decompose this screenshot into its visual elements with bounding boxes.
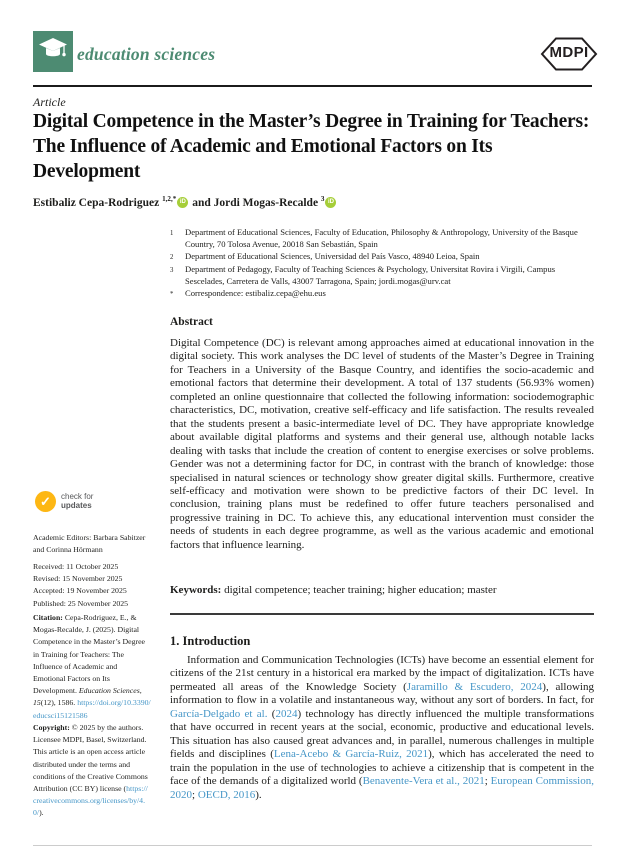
keywords-label: Keywords: xyxy=(170,584,225,596)
check-for-updates-badge[interactable] xyxy=(35,491,93,512)
abstract-text: Digital Competence (DC) is relevant among approaches aimed at educational innovation in the digital society. This work analyses the DC level of students of the Master’s Degree in Training for Teachers in a University of the Basque Country, and identifies the socio-academic and emotional factors that determine their development. A total of 137 students (56.93% women) completed an online questionnaire that collected the following information: sociodemographic characteristics, DC, motivation, creative self-efficacy and life satisfaction. The results revealed that the students present a basic-intermediate level of DC. They have appropriate knowledge about available digital platforms and systems and their general use, although notable lacks dealing with tasks that include the creation of content to energise exercises or solve problems. Gender was not a determining factor for DC, in contrast with the branch of knowledge: those specialised in natural sciences or technology show greater digital skills. Furthermore, creative self-efficacy and motivation were shown to be predictive factors of their DC level. In conclusion, training plans must be redefined to offer future teachers personalised and progressive training in DC. To achieve this, any educational intervention must consider the needs of students in each degree programme, as well as the various academic and emotional factors that influence learning. xyxy=(170,337,594,551)
author-name: Estibaliz Cepa-Rodriguez xyxy=(33,197,163,209)
intro-paragraph xyxy=(170,654,594,802)
keywords-line xyxy=(170,584,594,596)
badge-line2: updates xyxy=(61,500,92,510)
mdpi-logo[interactable] xyxy=(538,36,600,72)
check-icon: ✓ xyxy=(35,491,56,512)
citation-label: Citation: xyxy=(33,613,65,622)
citation-link[interactable]: García-Delgado et al. xyxy=(170,707,268,720)
citation-link[interactable]: Jaramillo & Escudero, 2024 xyxy=(406,680,543,693)
text-run: ; xyxy=(192,788,198,801)
badge-line1: check for xyxy=(61,492,94,501)
text-run: digital competence; teacher training; higher education; master xyxy=(224,584,497,596)
citation-link[interactable]: OECD, 2016 xyxy=(197,788,256,801)
section-separator xyxy=(170,613,594,615)
affiliation-row xyxy=(170,264,594,288)
footer-rule xyxy=(33,845,592,846)
affiliation-marker: * xyxy=(170,290,174,298)
citation-link[interactable]: European Commission, 2020 xyxy=(170,775,594,801)
text-run: Education Sciences, 15 xyxy=(33,686,142,708)
text-run: ), which has accelerated the need to train the population in the use of technologies to achieve a citizenship that is competent in the face of the demands of a digitalized world ( xyxy=(170,748,594,788)
text-run: ( xyxy=(267,707,276,720)
citation-block xyxy=(33,612,151,722)
badge-text xyxy=(61,493,93,510)
author-affiliation-marker: 3 xyxy=(320,195,325,204)
affiliation-marker: 2 xyxy=(170,253,174,261)
citation-link[interactable]: 2024 xyxy=(275,707,298,720)
journal-logo[interactable] xyxy=(33,31,73,72)
dates-list xyxy=(33,561,151,610)
text-run: ). xyxy=(39,808,44,818)
date-line: Revised: 15 November 2025 xyxy=(33,574,123,584)
page-title: Digital Competence in the Master’s Degree in Training for Teachers: The Influence of Academic and Emotional Factors on Its Development xyxy=(33,111,590,182)
affiliation-marker: 3 xyxy=(170,266,174,274)
mdpi-wordmark: MDPI xyxy=(549,44,589,61)
affiliation-text: Department of Educational Sciences, Universidad del País Vasco, 48940 Leioa, Spain xyxy=(185,250,480,261)
intro-heading: 1. Introduction xyxy=(170,634,251,648)
date-line: Received: 11 October 2025 xyxy=(33,562,119,571)
affiliation-text: Department of Pedagogy, Faculty of Teaching Sciences & Psychology, Universitat Rovira i Virgili, Campus Sescelades, Carretera de Valls, 43007 Tarragona, Spain; jordi.mogas@urv.cat xyxy=(185,263,556,286)
date-line: Accepted: 19 November 2025 xyxy=(33,586,127,596)
doi-link[interactable]: https://doi.org/10.3390/educsci15121586 xyxy=(33,698,151,720)
author-name: and Jordi Mogas-Recalde xyxy=(189,197,321,209)
text-run: ). xyxy=(255,788,262,801)
affiliation-row xyxy=(170,227,594,251)
affiliation-row xyxy=(170,251,594,264)
affiliation-row xyxy=(170,288,594,301)
text-run: (12), 1586. xyxy=(40,698,78,708)
academic-editors: Academic Editors: Barbara Sabitzer and Corinna Hörmann xyxy=(33,533,146,555)
text-run: Information and Communication Technologies (ICTs) have become an essential element for citizens of the 21st century in a historical era marked by the impact of digitalization. ICTs have permeated all areas of the Knowledge Society ( xyxy=(170,654,594,693)
graduation-cap-icon xyxy=(38,36,68,68)
author-affiliation-marker: 1,2,* xyxy=(162,195,177,204)
copyright-block xyxy=(33,722,151,820)
cc-license-link[interactable]: https://creativecommons.org/licenses/by/4.0/ xyxy=(33,784,148,818)
affiliation-marker: 1 xyxy=(170,230,174,237)
authors-line xyxy=(33,197,337,209)
copyright-label: Copyright: xyxy=(33,723,72,732)
citation-link[interactable]: Lena-Acebo & García-Ruiz, 2021 xyxy=(273,748,429,761)
journal-name: education sciences xyxy=(77,44,216,64)
article-type-label: Article xyxy=(33,95,66,109)
affiliations-list xyxy=(170,227,594,300)
text-run: ), allowing information to flow in a volatile and instantaneous way, without any sort of borders. In fact, for xyxy=(170,680,594,707)
text-run: ; xyxy=(484,775,491,788)
text-run: © 2025 by the authors. Licensee MDPI, Basel, Switzerland. This article is an open access article distributed under the terms and conditions of the Creative Commons Attribution (CC BY) license ( xyxy=(33,723,148,794)
text-run: Cepa-Rodriguez, E., & Mogas-Recalde, J. (2025). Digital Competence in the Master’s Degree in Training for Teachers: The Influence of Academic and Emotional Factors on Its Development. xyxy=(33,613,146,696)
abstract-heading: Abstract xyxy=(170,316,213,328)
affiliation-text: Correspondence: estibaliz.cepa@ehu.eus xyxy=(185,287,326,298)
date-line: Published: 25 November 2025 xyxy=(33,598,129,608)
affiliation-text: Department of Educational Sciences, Faculty of Education, Philosophy & Anthropology, University of the Basque Country, 70 Tolosa Avenue, 20018 San Sebastián, Spain xyxy=(185,227,578,249)
orcid-icon[interactable]: iD xyxy=(325,197,336,208)
header-rule xyxy=(33,85,592,87)
citation-link[interactable]: Benavente-Vera et al., 2021 xyxy=(362,775,485,788)
orcid-icon[interactable]: iD xyxy=(177,197,188,208)
text-run: ) technology has directly influenced the multiple transformations that have occurred in recent years at the social, economic, productive and educational levels. This situation has also caused great advances and, in parallel, numerous challenges in multiple fields and disciplines ( xyxy=(170,707,594,761)
